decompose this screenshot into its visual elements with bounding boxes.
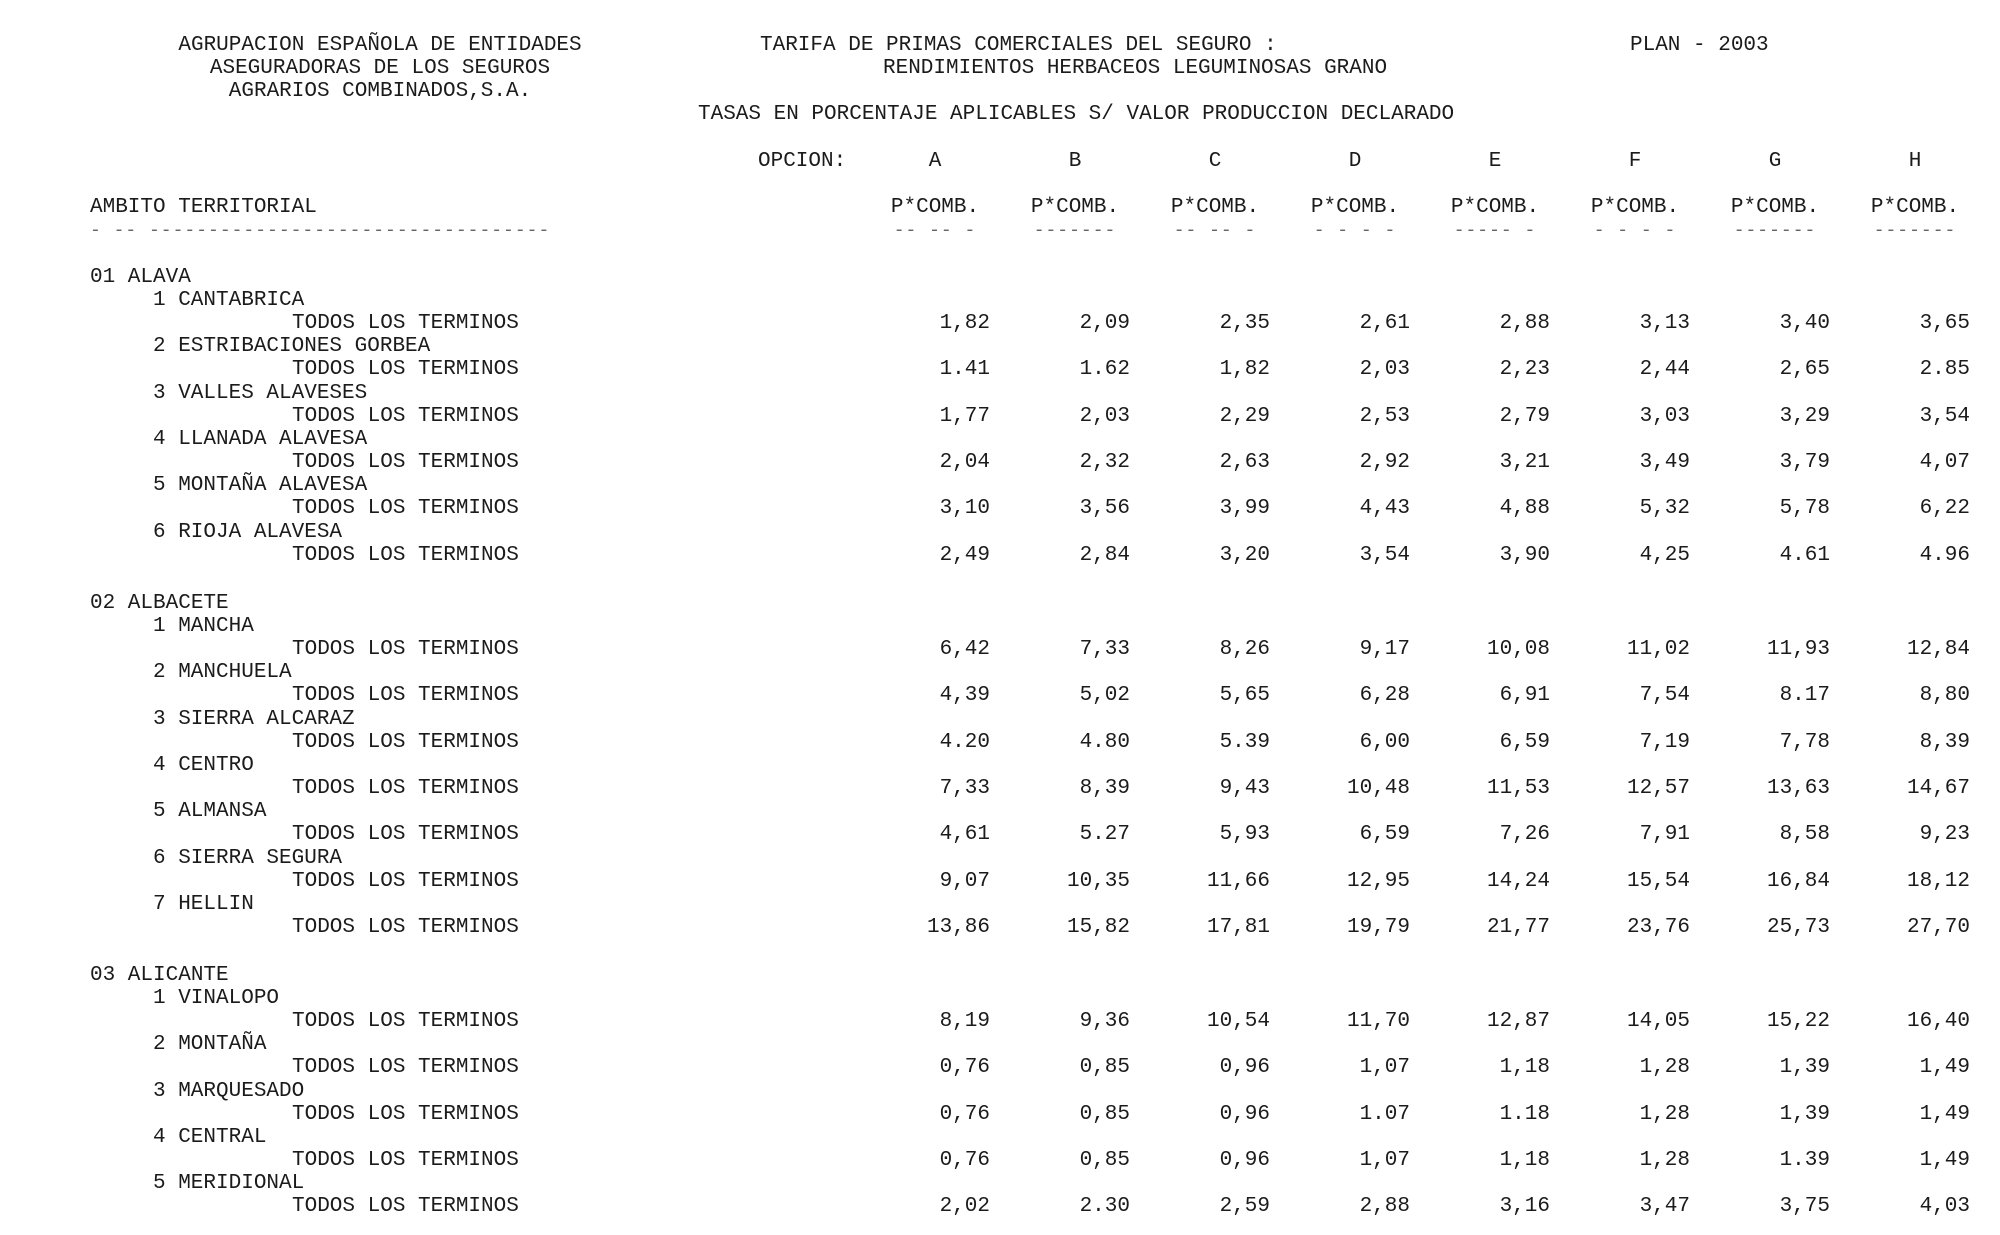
rate-cell-g: 16,84	[1766, 869, 1830, 893]
rate-cell-c: 5,93	[1219, 823, 1270, 847]
rate-cell-d: 2,03	[1359, 358, 1410, 382]
rate-cell-a: 7,33	[939, 776, 990, 800]
column-header-p-comb: P*COMB.	[1590, 196, 1680, 219]
rate-cell-h: 8,39	[1919, 730, 1970, 754]
column-rule: -- -- -	[893, 221, 977, 241]
rate-cell-c: 2,35	[1219, 312, 1270, 335]
rate-cell-d: 11,70	[1346, 1010, 1410, 1033]
term-label: TODOS LOS TERMINOS	[292, 543, 519, 567]
column-rule: -------	[1873, 221, 1957, 241]
title-line-2: RENDIMIENTOS HERBACEOS LEGUMINOSAS GRANO	[883, 57, 1388, 80]
rate-cell-a: 1,82	[939, 312, 990, 335]
rate-cell-h: 2.85	[1919, 358, 1970, 382]
column-header-p-comb: P*COMB.	[1170, 196, 1260, 219]
rate-cell-h: 18,12	[1906, 869, 1970, 893]
rate-cell-c: 0,96	[1219, 1148, 1270, 1172]
column-rule: -- -- -	[1173, 221, 1257, 241]
rate-cell-b: 2.30	[1079, 1195, 1130, 1219]
rate-cell-g: 3,29	[1779, 404, 1830, 428]
rate-cell-a: 1.41	[939, 358, 990, 382]
rate-cell-c: 5,65	[1219, 684, 1270, 708]
rate-cell-e: 3,90	[1499, 543, 1550, 567]
zone-name: 2 MANCHUELA	[153, 661, 292, 685]
rate-cell-b: 0,85	[1079, 1102, 1130, 1126]
zone-name: 7 HELLIN	[153, 892, 254, 916]
term-label: TODOS LOS TERMINOS	[292, 358, 519, 382]
rate-cell-f: 1,28	[1639, 1056, 1690, 1080]
rate-cell-a: 4,61	[939, 823, 990, 847]
option-letter-f: F	[1628, 150, 1642, 173]
rate-cell-f: 1,28	[1639, 1148, 1690, 1172]
ambito-territorial-header: AMBITO TERRITORIAL	[90, 196, 317, 219]
rate-cell-h: 1,49	[1919, 1102, 1970, 1126]
rate-cell-f: 7,54	[1639, 684, 1690, 708]
rate-cell-h: 3,54	[1919, 404, 1970, 428]
title-line-1: TARIFA DE PRIMAS COMERCIALES DEL SEGURO :	[760, 34, 1277, 57]
rate-cell-g: 3,75	[1779, 1195, 1830, 1219]
rate-cell-g: 8,58	[1779, 823, 1830, 847]
rate-cell-b: 1.62	[1079, 358, 1130, 382]
zone-name: 2 MONTAÑA	[153, 1033, 267, 1057]
rate-cell-f: 15,54	[1626, 869, 1690, 893]
column-header-p-comb: P*COMB.	[890, 196, 980, 219]
rate-cell-h: 9,23	[1919, 823, 1970, 847]
column-rule: - - - -	[1313, 221, 1397, 241]
column-rule: ----- -	[1453, 221, 1537, 241]
rate-cell-e: 1,18	[1499, 1148, 1550, 1172]
term-label: TODOS LOS TERMINOS	[292, 404, 519, 428]
rate-cell-g: 4.61	[1779, 543, 1830, 567]
rate-cell-e: 2,23	[1499, 358, 1550, 382]
zone-name: 6 SIERRA SEGURA	[153, 846, 343, 870]
zone-name: 1 CANTABRICA	[153, 289, 305, 312]
rate-cell-e: 3,21	[1499, 450, 1550, 474]
term-label: TODOS LOS TERMINOS	[292, 1148, 519, 1172]
rate-cell-a: 4,39	[939, 684, 990, 708]
rate-cell-b: 10,35	[1066, 869, 1130, 893]
rate-cell-h: 27,70	[1906, 915, 1970, 939]
rate-cell-d: 6,00	[1359, 730, 1410, 754]
rate-cell-a: 3,10	[939, 497, 990, 521]
rate-cell-c: 17,81	[1206, 915, 1270, 939]
rate-cell-a: 13,86	[926, 915, 990, 939]
term-label: TODOS LOS TERMINOS	[292, 776, 519, 800]
rate-cell-c: 3,99	[1219, 497, 1270, 521]
rate-cell-g: 13,63	[1766, 776, 1830, 800]
option-letter-c: C	[1208, 150, 1222, 173]
column-header-p-comb: P*COMB.	[1870, 196, 1960, 219]
rate-cell-c: 2,59	[1219, 1195, 1270, 1219]
rate-cell-b: 2,09	[1079, 312, 1130, 335]
rate-cell-h: 4,03	[1919, 1195, 1970, 1219]
rate-cell-e: 2,79	[1499, 404, 1550, 428]
zone-name: 2 ESTRIBACIONES GORBEA	[153, 335, 431, 359]
rate-cell-b: 7,33	[1079, 638, 1130, 661]
rate-cell-h: 1,49	[1919, 1148, 1970, 1172]
term-label: TODOS LOS TERMINOS	[292, 1102, 519, 1126]
rate-cell-d: 2,92	[1359, 450, 1410, 474]
org-name-line-1: AGRUPACION ESPAÑOLA DE ENTIDADES	[178, 34, 582, 57]
zone-name: 5 MERIDIONAL	[153, 1172, 305, 1196]
rate-cell-b: 0,85	[1079, 1056, 1130, 1080]
rate-cell-h: 12,84	[1906, 638, 1970, 661]
rate-cell-g: 15,22	[1766, 1010, 1830, 1033]
rate-cell-a: 9,07	[939, 869, 990, 893]
rate-cell-h: 4,07	[1919, 450, 1970, 474]
rate-cell-a: 6,42	[939, 638, 990, 661]
rate-cell-e: 6,91	[1499, 684, 1550, 708]
rate-cell-f: 12,57	[1626, 776, 1690, 800]
rate-cell-d: 19,79	[1346, 915, 1410, 939]
column-header-p-comb: P*COMB.	[1450, 196, 1540, 219]
header-rule: - -- ----------------------------------	[90, 221, 551, 241]
rate-cell-d: 3,54	[1359, 543, 1410, 567]
zone-name: 5 MONTAÑA ALAVESA	[153, 474, 368, 498]
rate-cell-a: 1,77	[939, 404, 990, 428]
rate-cell-a: 2,04	[939, 450, 990, 474]
rate-cell-c: 1,82	[1219, 358, 1270, 382]
rate-cell-e: 2,88	[1499, 312, 1550, 335]
term-label: TODOS LOS TERMINOS	[292, 1010, 519, 1033]
term-label: TODOS LOS TERMINOS	[292, 684, 519, 708]
rate-cell-e: 1,18	[1499, 1056, 1550, 1080]
option-letter-d: D	[1348, 150, 1362, 173]
rate-cell-a: 0,76	[939, 1102, 990, 1126]
rate-cell-d: 2,61	[1359, 312, 1410, 335]
rate-cell-c: 2,29	[1219, 404, 1270, 428]
rate-cell-f: 1,28	[1639, 1102, 1690, 1126]
rate-cell-a: 0,76	[939, 1056, 990, 1080]
zone-name: 5 ALMANSA	[153, 800, 267, 824]
rate-cell-e: 3,16	[1499, 1195, 1550, 1219]
rate-cell-c: 3,20	[1219, 543, 1270, 567]
term-label: TODOS LOS TERMINOS	[292, 497, 519, 521]
rate-cell-g: 5,78	[1779, 497, 1830, 521]
rate-cell-a: 4.20	[939, 730, 990, 754]
rate-cell-e: 11,53	[1486, 776, 1550, 800]
rate-cell-a: 0,76	[939, 1148, 990, 1172]
rate-cell-b: 0,85	[1079, 1148, 1130, 1172]
rate-cell-g: 3,40	[1779, 312, 1830, 335]
rate-cell-g: 1,39	[1779, 1056, 1830, 1080]
option-letter-e: E	[1488, 150, 1502, 173]
rate-cell-e: 14,24	[1486, 869, 1550, 893]
rate-cell-f: 2,44	[1639, 358, 1690, 382]
column-rule: - - - -	[1593, 221, 1677, 241]
rate-cell-b: 4.80	[1079, 730, 1130, 754]
plan-label: PLAN - 2003	[1630, 34, 1769, 57]
rate-cell-d: 4,43	[1359, 497, 1410, 521]
rate-cell-d: 6,28	[1359, 684, 1410, 708]
rate-cell-g: 7,78	[1779, 730, 1830, 754]
rate-cell-g: 3,79	[1779, 450, 1830, 474]
rate-cell-b: 5.27	[1079, 823, 1130, 847]
rate-cell-f: 11,02	[1626, 638, 1690, 661]
rate-cell-c: 11,66	[1206, 869, 1270, 893]
rate-cell-f: 7,19	[1639, 730, 1690, 754]
zone-name: 3 SIERRA ALCARAZ	[153, 707, 355, 731]
term-label: TODOS LOS TERMINOS	[292, 450, 519, 474]
rate-cell-a: 2,49	[939, 543, 990, 567]
term-label: TODOS LOS TERMINOS	[292, 1195, 519, 1219]
rate-cell-b: 2,03	[1079, 404, 1130, 428]
term-label: TODOS LOS TERMINOS	[292, 915, 519, 939]
term-label: TODOS LOS TERMINOS	[292, 730, 519, 754]
rate-cell-c: 5.39	[1219, 730, 1270, 754]
rate-cell-d: 10,48	[1346, 776, 1410, 800]
zone-name: 3 VALLES ALAVESES	[153, 381, 368, 405]
rate-cell-d: 2,53	[1359, 404, 1410, 428]
column-rule: -------	[1033, 221, 1117, 241]
rate-cell-f: 4,25	[1639, 543, 1690, 567]
rate-cell-a: 2,02	[939, 1195, 990, 1219]
rate-cell-b: 8,39	[1079, 776, 1130, 800]
option-letter-b: B	[1068, 150, 1082, 173]
term-label: TODOS LOS TERMINOS	[292, 869, 519, 893]
column-rule: -------	[1733, 221, 1817, 241]
rate-cell-g: 1.39	[1779, 1148, 1830, 1172]
rate-cell-f: 3,49	[1639, 450, 1690, 474]
rate-cell-d: 1,07	[1359, 1148, 1410, 1172]
subtitle: TASAS EN PORCENTAJE APLICABLES S/ VALOR PRODUCCION DECLARADO	[698, 103, 1455, 126]
rate-cell-e: 4,88	[1499, 497, 1550, 521]
rate-cell-g: 8.17	[1779, 684, 1830, 708]
rate-cell-e: 6,59	[1499, 730, 1550, 754]
term-label: TODOS LOS TERMINOS	[292, 312, 519, 335]
rate-cell-h: 4.96	[1919, 543, 1970, 567]
rate-cell-f: 3,47	[1639, 1195, 1690, 1219]
rate-cell-c: 2,63	[1219, 450, 1270, 474]
rate-cell-d: 6,59	[1359, 823, 1410, 847]
rate-cell-h: 3,65	[1919, 312, 1970, 335]
province-heading: 02 ALBACETE	[90, 592, 229, 615]
zone-name: 3 MARQUESADO	[153, 1079, 305, 1103]
rate-cell-b: 2,32	[1079, 450, 1130, 474]
rate-cell-g: 1,39	[1779, 1102, 1830, 1126]
rate-cell-a: 8,19	[939, 1010, 990, 1033]
rate-cell-f: 5,32	[1639, 497, 1690, 521]
zone-name: 6 RIOJA ALAVESA	[153, 520, 343, 544]
rate-cell-e: 7,26	[1499, 823, 1550, 847]
org-name-line-2: ASEGURADORAS DE LOS SEGUROS	[209, 57, 551, 80]
zone-name: 1 VINALOPO	[153, 987, 280, 1010]
term-label: TODOS LOS TERMINOS	[292, 638, 519, 661]
rate-cell-b: 2,84	[1079, 543, 1130, 567]
province-heading: 01 ALAVA	[90, 266, 191, 289]
option-letter-g: G	[1768, 150, 1782, 173]
zone-name: 4 CENTRAL	[153, 1125, 267, 1149]
rate-cell-h: 16,40	[1906, 1010, 1970, 1033]
rate-cell-b: 9,36	[1079, 1010, 1130, 1033]
rate-cell-e: 12,87	[1486, 1010, 1550, 1033]
rate-cell-f: 3,03	[1639, 404, 1690, 428]
rate-cell-g: 2,65	[1779, 358, 1830, 382]
rate-cell-c: 9,43	[1219, 776, 1270, 800]
column-header-p-comb: P*COMB.	[1310, 196, 1400, 219]
rate-cell-e: 10,08	[1486, 638, 1550, 661]
rate-cell-e: 1.18	[1499, 1102, 1550, 1126]
term-label: TODOS LOS TERMINOS	[292, 823, 519, 847]
rate-cell-f: 7,91	[1639, 823, 1690, 847]
rate-cell-c: 8,26	[1219, 638, 1270, 661]
province-heading: 03 ALICANTE	[90, 964, 229, 987]
rate-cell-g: 25,73	[1766, 915, 1830, 939]
org-name-line-3: AGRARIOS COMBINADOS,S.A.	[228, 80, 532, 103]
rate-cell-b: 5,02	[1079, 684, 1130, 708]
zone-name: 4 LLANADA ALAVESA	[153, 427, 368, 451]
option-label: OPCION:	[758, 150, 847, 173]
column-header-p-comb: P*COMB.	[1030, 196, 1120, 219]
rate-cell-h: 8,80	[1919, 684, 1970, 708]
rate-cell-d: 12,95	[1346, 869, 1410, 893]
rate-cell-f: 14,05	[1626, 1010, 1690, 1033]
zone-name: 4 CENTRO	[153, 753, 254, 777]
rate-cell-d: 1.07	[1359, 1102, 1410, 1126]
option-letter-a: A	[928, 150, 942, 173]
rate-cell-h: 6,22	[1919, 497, 1970, 521]
rate-cell-g: 11,93	[1766, 638, 1830, 661]
rate-cell-h: 14,67	[1906, 776, 1970, 800]
rate-cell-d: 9,17	[1359, 638, 1410, 661]
rate-cell-c: 0,96	[1219, 1056, 1270, 1080]
rate-cell-f: 23,76	[1626, 915, 1690, 939]
rate-cell-c: 0,96	[1219, 1102, 1270, 1126]
rate-cell-e: 21,77	[1486, 915, 1550, 939]
rate-cell-d: 2,88	[1359, 1195, 1410, 1219]
rate-cell-d: 1,07	[1359, 1056, 1410, 1080]
rate-cell-b: 3,56	[1079, 497, 1130, 521]
rate-cell-h: 1,49	[1919, 1056, 1970, 1080]
zone-name: 1 MANCHA	[153, 615, 254, 638]
option-letter-h: H	[1908, 150, 1922, 173]
column-header-p-comb: P*COMB.	[1730, 196, 1820, 219]
term-label: TODOS LOS TERMINOS	[292, 1056, 519, 1080]
rate-cell-b: 15,82	[1066, 915, 1130, 939]
rate-cell-c: 10,54	[1206, 1010, 1270, 1033]
rate-cell-f: 3,13	[1639, 312, 1690, 335]
